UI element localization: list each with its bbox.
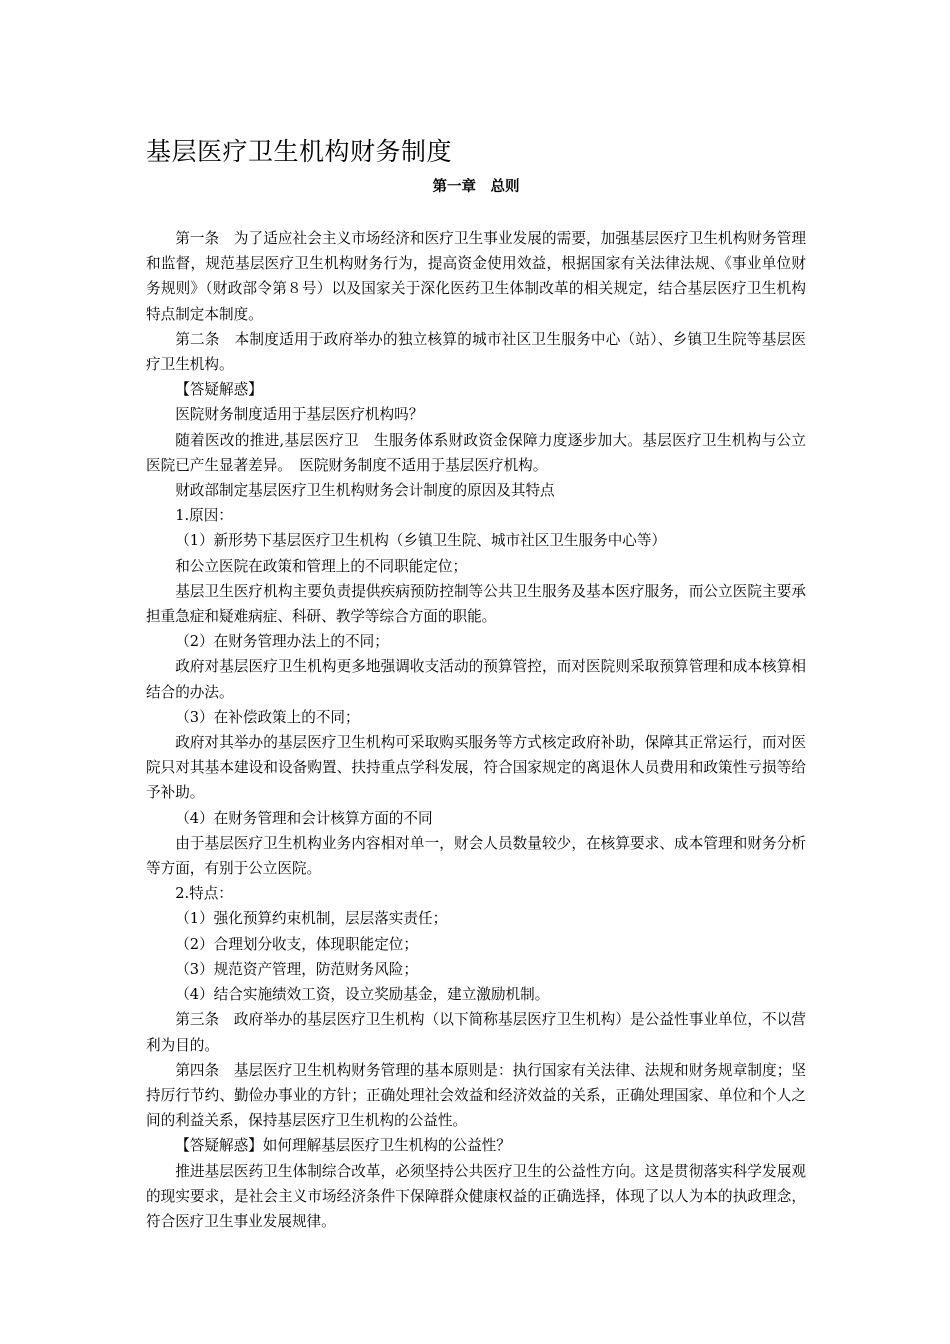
paragraph: 2.特点：	[175, 885, 233, 903]
paragraph: 随着医改的推进,基层医疗卫 生服务体系财政资金保障力度逐步加大。基层医疗卫生机构与公立医院已产生显著差异。 医院财务制度不适用于基层医疗机构。	[146, 431, 806, 474]
paragraph: 第一条 为了适应社会主义市场经济和医疗卫生事业发展的需要，加强基层医疗卫生机构财务管理和监督，规范基层医疗卫生机构财务行为，提高资金使用效益，根据国家有关法律法规、《事业单位财务规则》（财政部令第８号）以及国家关于深化医药卫生体制改革的相关规定，结合基层医疗卫生机构特点制定本制度。	[146, 230, 806, 323]
list-item: （1）强化预算约束机制，层层落实责任；	[175, 910, 448, 928]
paragraph: 第三条 政府举办的基层医疗卫生机构（以下简称基层医疗卫生机构）是公益性事业单位，不以营利为目的。	[146, 1011, 806, 1054]
list-item: （4）在财务管理和会计核算方面的不同	[175, 809, 433, 827]
list-item: （4）结合实施绩效工资，设立奖励基金，建立激励机制。	[175, 986, 550, 1004]
document-body	[146, 226, 806, 1234]
document-title: 基层医疗卫生机构财务制度	[146, 137, 453, 166]
paragraph: 1.原因：	[175, 507, 233, 525]
chapter-heading: 第一章 总则	[432, 179, 520, 195]
list-item: （3）规范资产管理，防范财务风险；	[175, 960, 418, 978]
qa-heading: 【答疑解惑】	[175, 381, 263, 399]
paragraph: 和公立医院在政策和管理上的不同职能定位；	[175, 557, 468, 575]
paragraph: 医院财务制度适用于基层医疗机构吗？	[175, 406, 424, 424]
paragraph: 第四条 基层医疗卫生机构财务管理的基本原则是：执行国家有关法律、法规和财务规章制度；坚持厉行节约、勤俭办事业的方针；正确处理社会效益和经济效益的关系，正确处理国家、单位和个人之间的利益关系，保持基层医疗卫生机构的公益性。	[146, 1061, 806, 1130]
paragraph: 基层卫生医疗机构主要负责提供疾病预防控制等公共卫生服务及基本医疗服务，而公立医院主要承担重急症和疑难病症、科研、教学等综合方面的职能。	[146, 582, 806, 626]
list-item: （2）合理划分收支，体现职能定位；	[175, 935, 418, 953]
list-item: （2）在财务管理办法上的不同；	[175, 633, 389, 651]
document-page	[146, 136, 806, 1234]
list-item: （3）在补偿政策上的不同；	[175, 708, 360, 726]
paragraph: 政府对其举办的基层医疗卫生机构可采取购买服务等方式核定政府补助，保障其正常运行，而对医院只对其基本建设和设备购置、扶持重点学科发展，符合国家规定的离退休人员费用和政策性亏损等给予补助。	[146, 734, 806, 802]
paragraph: 推进基层医药卫生体制综合改革，必须坚持公共医疗卫生的公益性方向。这是贯彻落实科学发展观的现实要求，是社会主义市场经济条件下保障群众健康权益的正确选择，体现了以人为本的执政理念，符合医疗卫生事业发展规律。	[146, 1162, 806, 1230]
qa-heading: 【答疑解惑】如何理解基层医疗卫生机构的公益性？	[175, 1137, 511, 1155]
paragraph: 财政部制定基层医疗卫生机构财务会计制度的原因及其特点	[175, 482, 555, 500]
paragraph: 第二条 本制度适用于政府举办的独立核算的城市社区卫生服务中心（站）、乡镇卫生院等基层医疗卫生机构。	[146, 330, 806, 374]
list-item: （1）新形势下基层医疗卫生机构（乡镇卫生院、城市社区卫生服务中心等）	[175, 532, 667, 550]
paragraph: 政府对基层医疗卫生机构更多地强调收支活动的预算管控，而对医院则采取预算管理和成本核算相结合的办法。	[146, 658, 806, 701]
paragraph: 由于基层医疗卫生机构业务内容相对单一，财会人员数量较少，在核算要求、成本管理和财务分析等方面，有别于公立医院。	[146, 834, 806, 878]
